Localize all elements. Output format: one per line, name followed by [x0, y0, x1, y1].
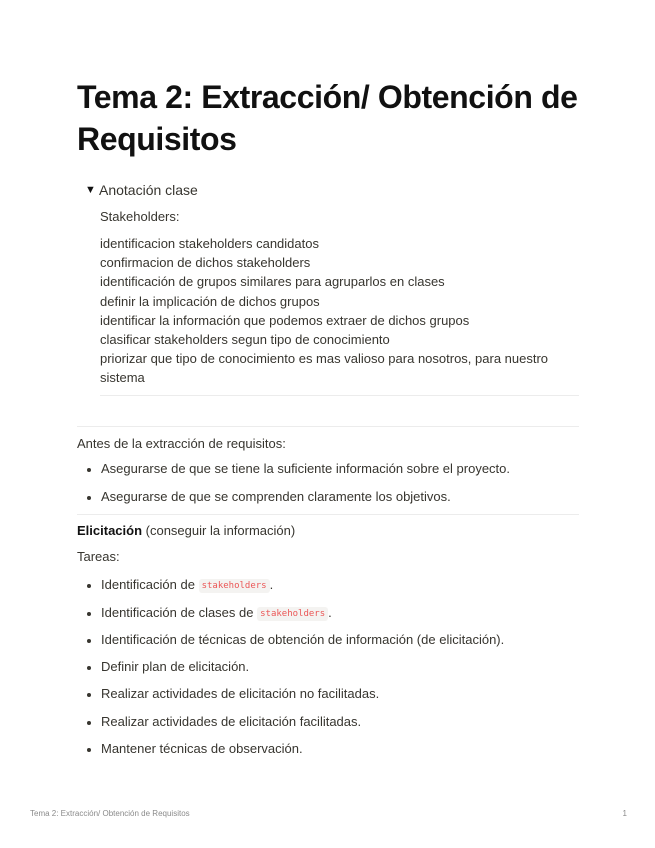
toggle-header[interactable] [85, 181, 579, 199]
list-item [77, 604, 579, 623]
list-item: Asegurarse de que se comprenden claramente los objetivos. [77, 488, 579, 506]
elicitacion-rest: (conseguir la información) [142, 523, 296, 538]
before-heading: Antes de la extracción de requisitos: [77, 436, 286, 451]
tareas-heading: Tareas: [77, 549, 120, 564]
stakeholders-heading: Stakeholders: [100, 209, 180, 224]
stakeholders-list [100, 234, 579, 396]
stakeholder-line: identificación de grupos similares para agruparlos en clases [100, 274, 445, 290]
divider [77, 426, 579, 427]
stakeholder-line: identificacion stakeholders candidatos [100, 236, 319, 251]
list-item: Realizar actividades de elicitación facilitadas. [77, 713, 579, 731]
stakeholder-line: confirmacion de dichos stakeholders [100, 255, 311, 271]
elicitacion-bold: Elicitación [77, 523, 143, 538]
triangle-down-icon[interactable]: ▼ [85, 184, 96, 196]
stakeholder-line: clasificar stakeholders segun tipo de conocimiento [100, 332, 390, 348]
list-item-suffix: . [328, 605, 332, 620]
inline-code: stakeholders [199, 579, 270, 593]
page-title: Tema 2: Extracción/ Obtención de Requisitos [77, 79, 578, 157]
footer-title: Tema 2: Extracción/ Obtención de Requisitos [30, 809, 190, 818]
list-item-text: Identificación de clases de [101, 605, 258, 620]
list-item: Definir plan de elicitación. [77, 658, 579, 676]
page-number: 1 [622, 809, 627, 818]
before-list [77, 460, 579, 506]
list-item: Mantener técnicas de observación. [77, 740, 579, 758]
list-item [77, 576, 579, 595]
list-item: Identificación de técnicas de obtención de información (de elicitación). [77, 631, 579, 649]
list-item: Realizar actividades de elicitación no facilitadas. [77, 685, 579, 703]
stakeholder-line: identificar la información que podemos extraer de dichos grupos [100, 312, 470, 328]
elicitacion-heading [77, 522, 295, 540]
list-item: Asegurarse de que se tiene la suficiente información sobre el proyecto. [77, 460, 579, 478]
toggle-content [100, 208, 579, 396]
stakeholder-line: priorizar que tipo de conocimiento es mas valioso para nosotros, para nuestro sistema [100, 351, 549, 386]
toggle-label: Anotación clase [99, 182, 198, 198]
toggle-block [85, 181, 579, 396]
list-item-suffix: . [269, 577, 274, 592]
stakeholder-line: definir la implicación de dichos grupos [100, 293, 320, 309]
inline-code: stakeholders [257, 607, 328, 621]
tareas-list [77, 576, 579, 758]
list-item-text: Identificación de [101, 577, 199, 592]
divider [77, 514, 579, 515]
